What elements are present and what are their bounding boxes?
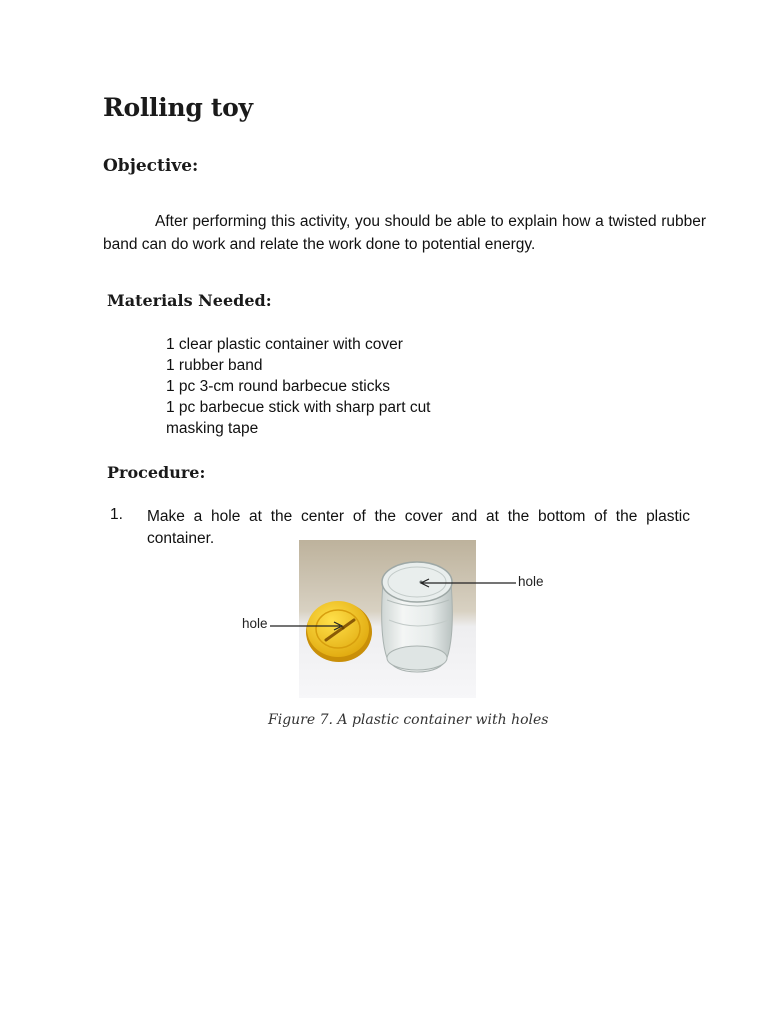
- material-item: 1 pc 3-cm round barbecue sticks: [166, 378, 390, 395]
- figure: [230, 540, 560, 702]
- right-arrow: [421, 579, 516, 587]
- step-number: 1.: [110, 506, 123, 523]
- materials-heading: Materials Needed:: [107, 291, 272, 310]
- objective-heading: Objective:: [103, 156, 199, 176]
- figure-caption: Figure 7. A plastic container with holes: [268, 712, 549, 728]
- objective-text: After performing this activity, you should be able to explain how a twisted rubber band can do work and relate the work done to potential energy.: [103, 213, 706, 253]
- material-item: 1 pc barbecue stick with sharp part cut: [166, 399, 431, 416]
- materials-list: [166, 334, 431, 439]
- material-item: 1 rubber band: [166, 357, 263, 374]
- step-text: Make a hole at the center of the cover and at the bottom of the plastic container.: [147, 508, 690, 547]
- left-arrow: [270, 622, 342, 630]
- page-title: Rolling toy: [103, 93, 253, 122]
- procedure-heading: Procedure:: [107, 463, 206, 482]
- hole-label-lid: hole: [242, 616, 268, 631]
- hole-label-container: hole: [518, 574, 544, 589]
- material-item: masking tape: [166, 420, 259, 437]
- material-item: 1 clear plastic container with cover: [166, 336, 403, 353]
- arrows-overlay: [230, 540, 560, 702]
